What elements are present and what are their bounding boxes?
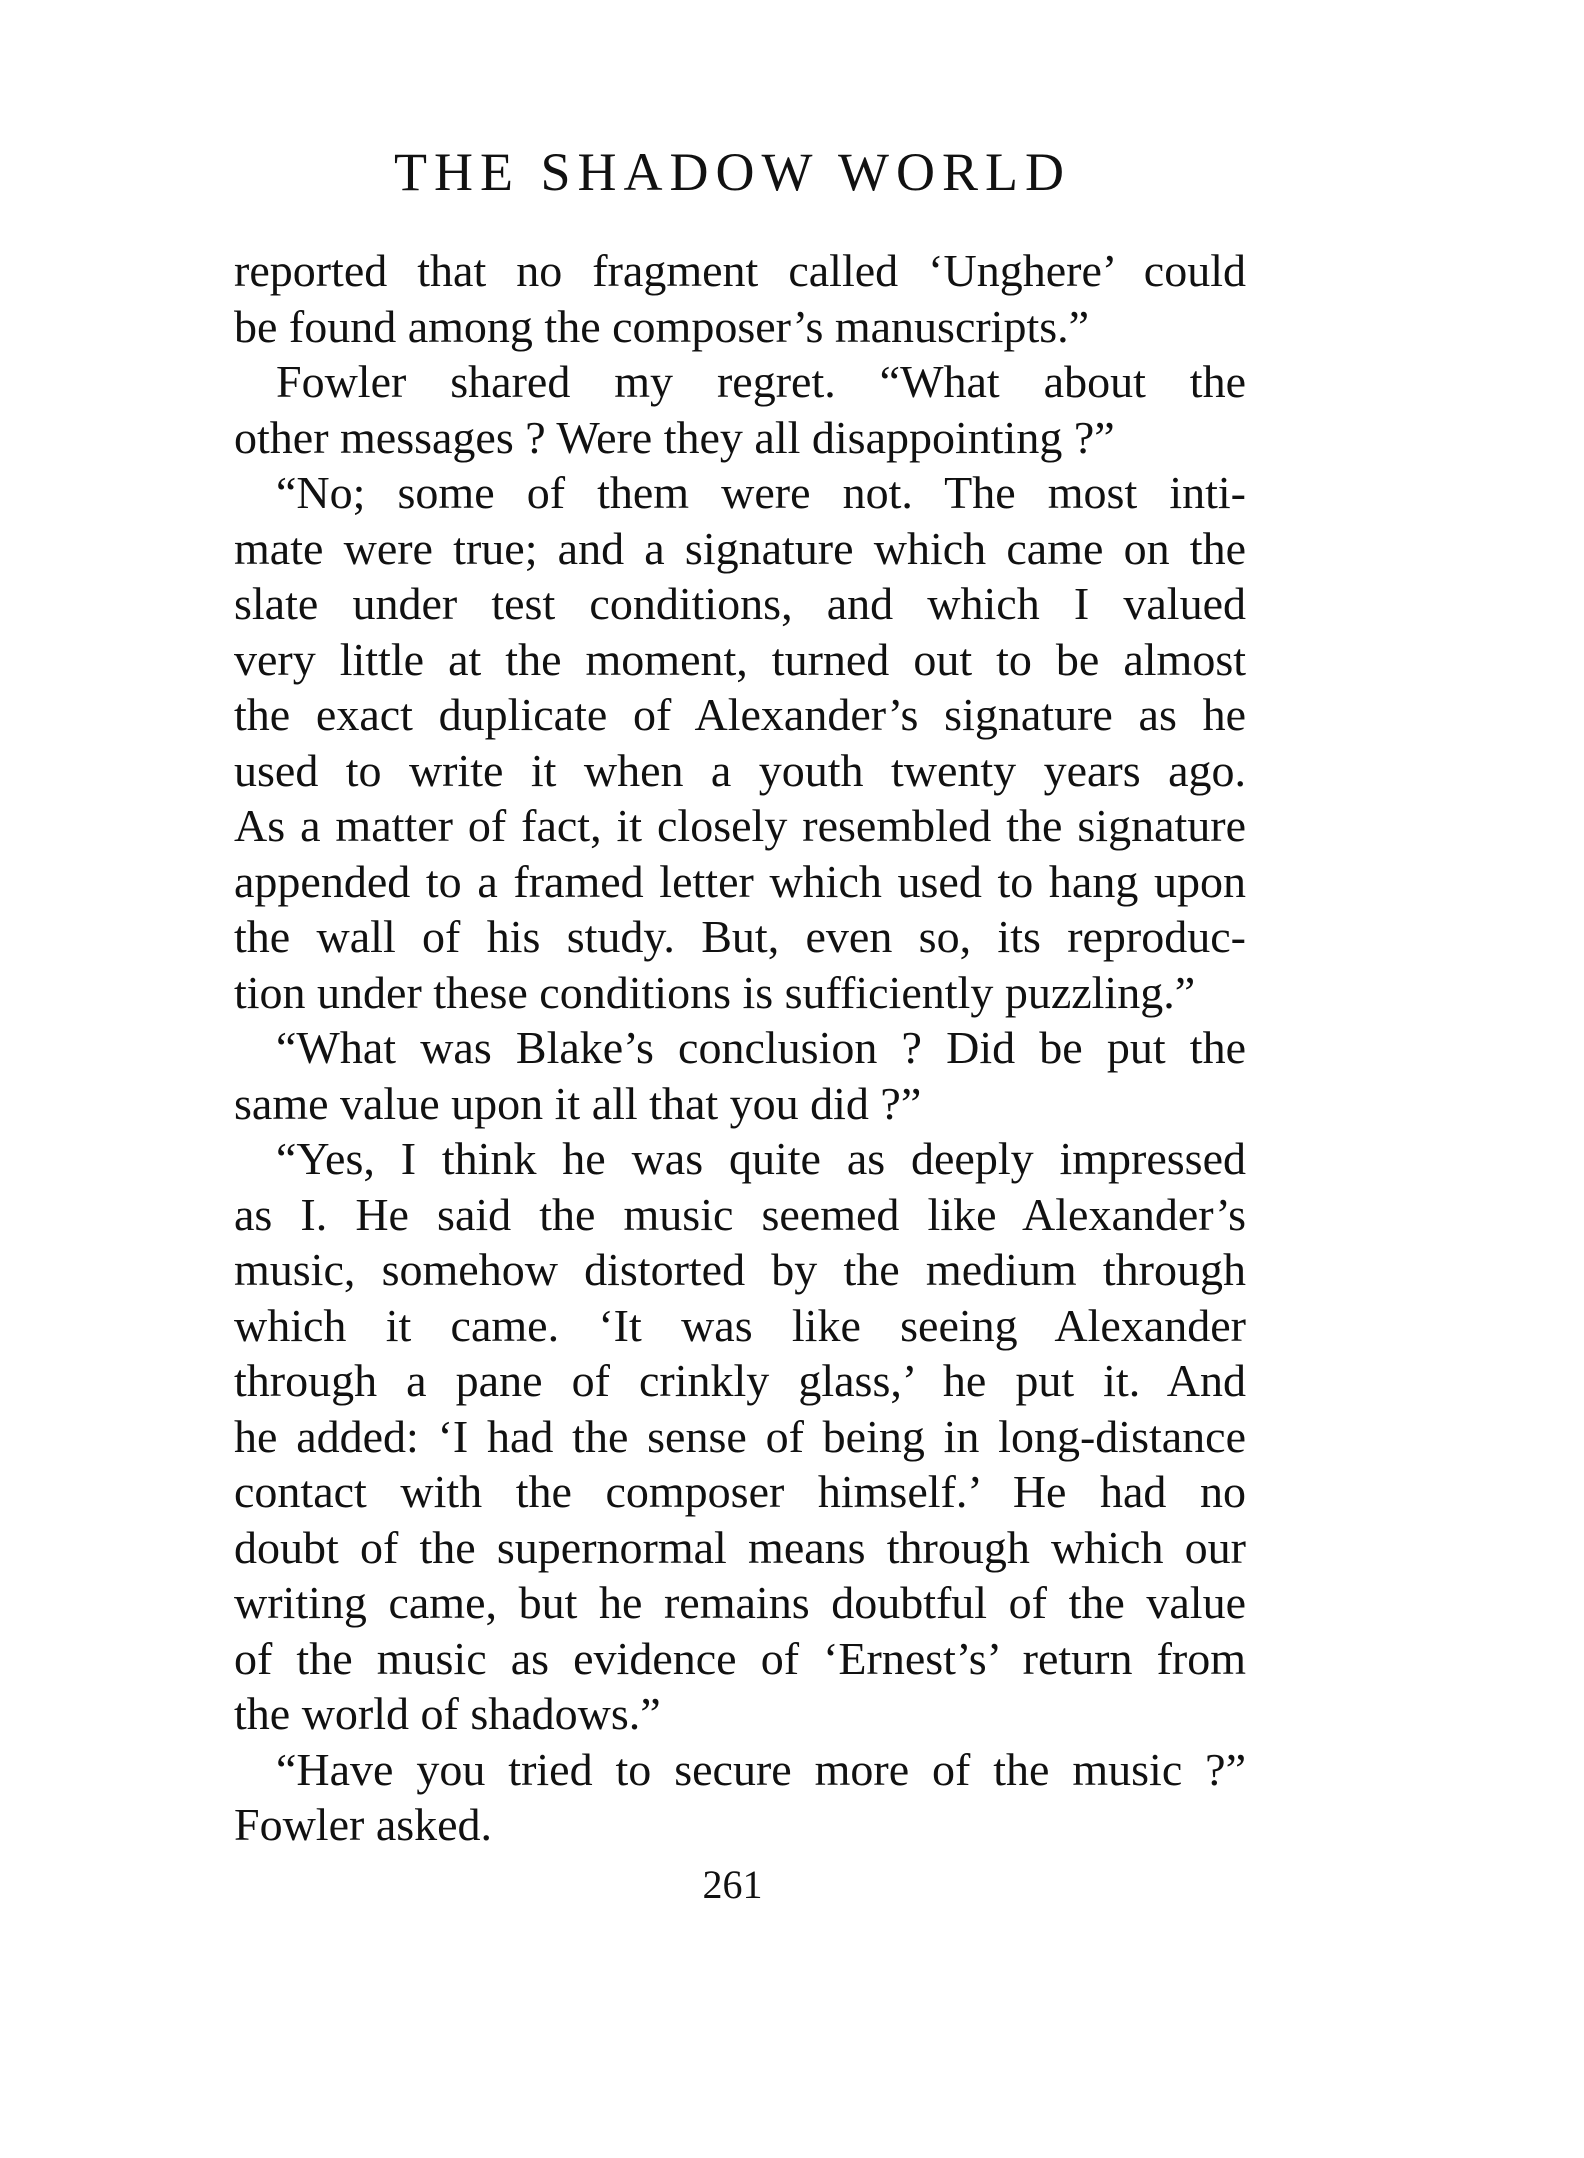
text-line: tion under these conditions is sufficiently puzzling.” xyxy=(234,966,1196,1018)
text-line: Fowler asked. xyxy=(234,1799,493,1850)
text-line: appended to a framed letter which used to hang upon xyxy=(234,855,1246,907)
text-line: As a matter of fact, it closely resembled the signature xyxy=(234,800,1246,851)
text-line: of the music as evidence of ‘Ernest’s’ return from xyxy=(234,1632,1246,1684)
text-line: “No; some of them were not. The most inti- xyxy=(276,467,1246,518)
text-line: Fowler shared my regret. “What about the xyxy=(276,356,1246,407)
text-line: music, somehow distorted by the medium through xyxy=(234,1244,1246,1295)
text-line: other messages ? Were they all disappointing ?” xyxy=(234,411,1115,463)
text-line: the exact duplicate of Alexander’s signature as he xyxy=(234,689,1246,740)
text-line: mate were true; and a signature which came on the xyxy=(234,522,1246,574)
text-line: he added: ‘I had the sense of being in long-distance xyxy=(234,1410,1246,1462)
text-line: through a pane of crinkly glass,’ he put it. And xyxy=(234,1355,1246,1406)
body-text xyxy=(234,243,1246,1853)
text-line: used to write it when a youth twenty years ago. xyxy=(234,744,1246,796)
text-line: slate under test conditions, and which I valued xyxy=(234,578,1246,629)
text-line: the world of shadows.” xyxy=(234,1688,661,1739)
text-line: “Yes, I think he was quite as deeply impressed xyxy=(276,1133,1246,1184)
text-line: be found among the composer’s manuscripts.” xyxy=(234,300,1090,352)
text-line: very little at the moment, turned out to be almost xyxy=(234,633,1246,685)
text-line: reported that no fragment called ‘Unghere’ could xyxy=(234,245,1246,296)
text-line: which it came. ‘It was like seeing Alexander xyxy=(234,1299,1246,1351)
page-number: 261 xyxy=(702,1862,763,1907)
text-line: same value upon it all that you did ?” xyxy=(234,1077,922,1129)
text-line: as I. He said the music seemed like Alexander’s xyxy=(234,1188,1246,1240)
text-line: the wall of his study. But, even so, its reproduc- xyxy=(234,911,1246,962)
text-line: writing came, but he remains doubtful of the value xyxy=(234,1577,1246,1628)
running-head: THE SHADOW WORLD xyxy=(394,142,1071,202)
text-line: doubt of the supernormal means through which our xyxy=(234,1521,1246,1573)
text-line: contact with the composer himself.’ He had no xyxy=(234,1466,1246,1517)
text-line: “What was Blake’s conclusion ? Did be put the xyxy=(276,1022,1246,1073)
text-line: “Have you tried to secure more of the music ?” xyxy=(276,1743,1246,1795)
